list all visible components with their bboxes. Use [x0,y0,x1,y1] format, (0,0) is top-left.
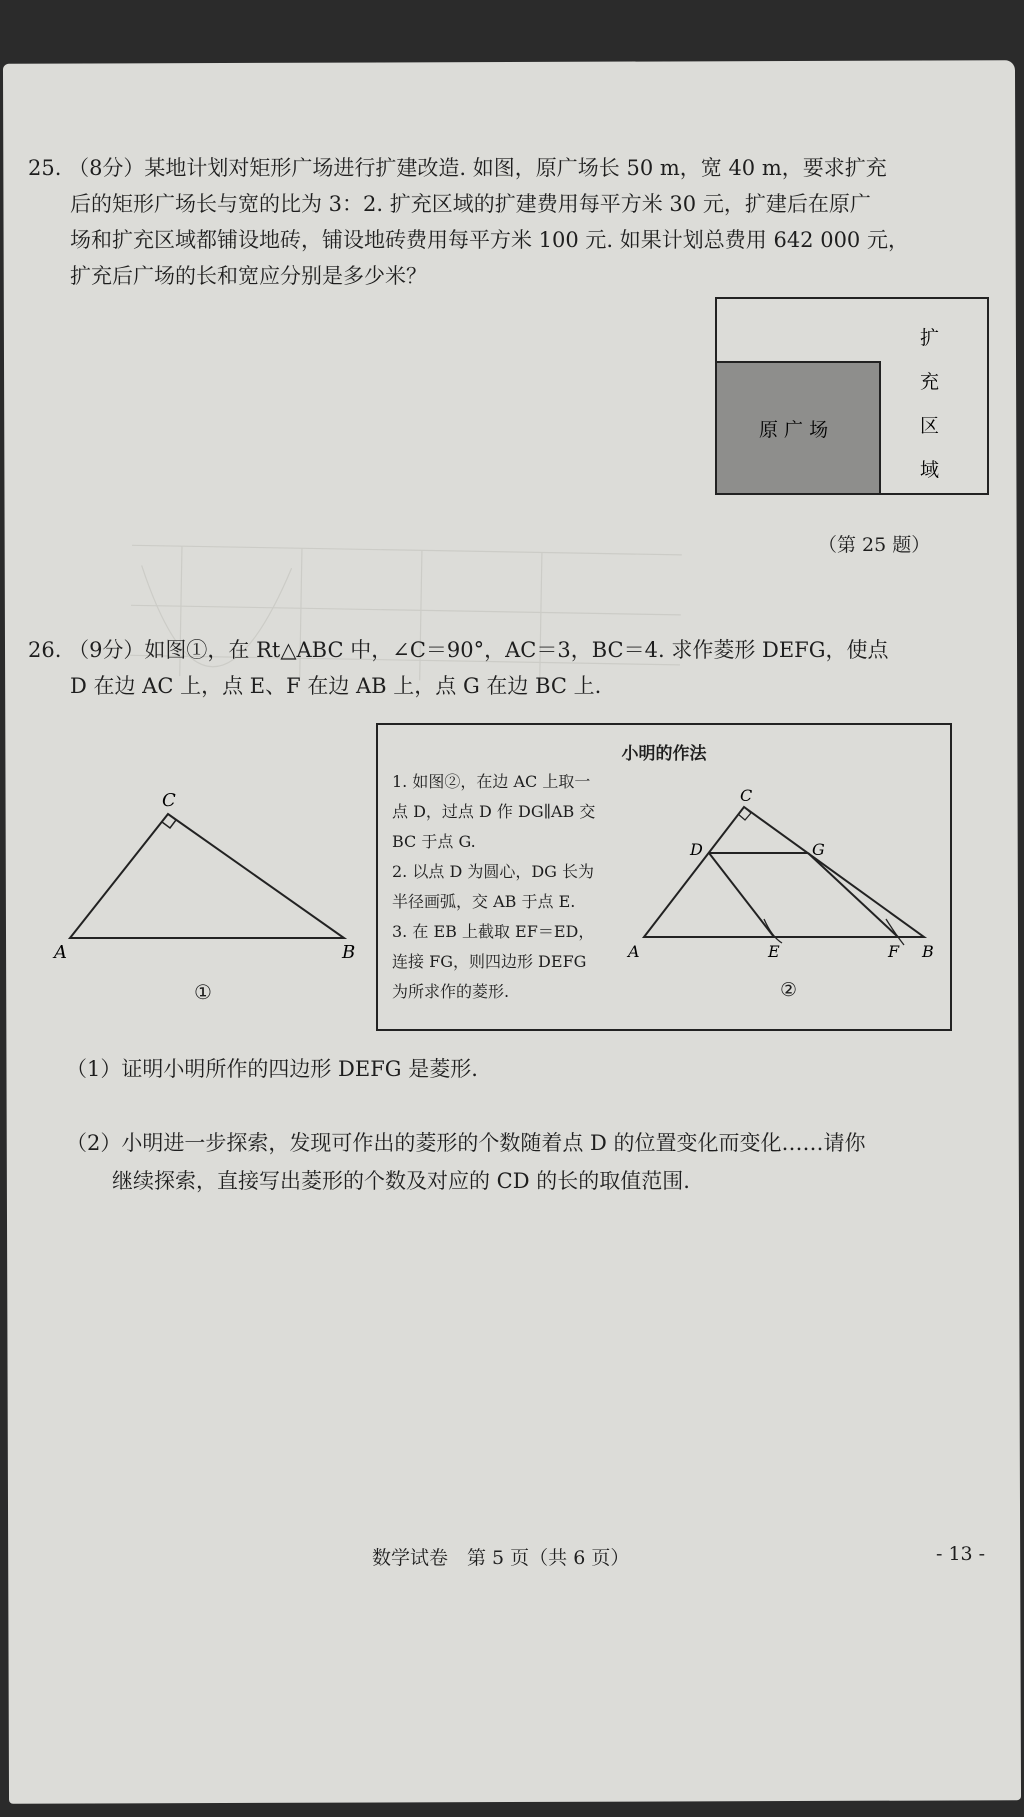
expanded-label-char-4: 域 [920,459,940,481]
triangle-abc-2 [644,807,924,937]
q25-line-3: 场和扩充区域都铺设地砖，铺设地砖费用每平方米 100 元. 如果计划总费用 642 000 元， [70,228,909,252]
arc-mark-e [764,919,782,943]
q25-line-4: 扩充后广场的长和宽应分别是多少米？ [70,264,427,288]
method-step-line: 连接 FG，则四边形 DEFG [392,952,587,971]
q26-line-1: 26. （9分）如图①，在 Rt△ABC 中，∠C＝90°，AC＝3，BC＝4. 求作菱形 DEFG，使点 [28,638,889,662]
label-a-2: A [628,942,640,961]
figure-26-1 [46,780,366,960]
expanded-label-char-1: 扩 [920,327,940,349]
expanded-label-char-2: 充 [920,371,940,393]
label-c-2: C [740,787,753,805]
q26-sub-1: （1）证明小明所作的四边形 DEFG 是菱形. [66,1057,478,1081]
method-box [376,723,952,1031]
original-square-label: 原 广 场 [759,419,829,441]
q26-sub-2-line-2: 继续探索，直接写出菱形的个数及对应的 CD 的长的取值范围. [112,1169,690,1193]
q25-line-2: 后的矩形广场长与宽的比为 3：2. 扩充区域的扩建费用每平方米 30 元，扩建后在原广 [70,192,871,216]
question-25 [28,150,988,294]
label-c: C [162,790,176,811]
method-step-line: 3. 在 EB 上截取 EF＝ED， [392,922,595,941]
q26-sub-2-line-1: （2）小明进一步探索，发现可作出的菱形的个数随着点 D 的位置变化而变化……请你 [66,1131,866,1155]
figure-25 [714,296,994,506]
method-step-line: 为所求作的菱形. [392,982,510,1001]
method-step-line: 2. 以点 D 为圆心，DG 长为 [392,862,595,881]
label-b: B [342,942,356,960]
footer-page-info: 数学试卷 第 5 页（共 6 页） [372,1547,630,1569]
method-step-line: BC 于点 G. [392,832,476,851]
triangle-abc [70,814,344,938]
segment-gf [808,853,898,937]
method-title: 小明的作法 [621,744,707,764]
expanded-label-char-3: 区 [920,415,940,437]
figure-26-2 [624,787,944,987]
segment-de [709,853,774,937]
question-26 [28,632,988,704]
right-angle-mark [162,814,176,828]
footer-page-number: - 13 - [936,1543,986,1565]
label-d: D [690,840,703,859]
method-step-line: 1. 如图②，在边 AC 上取一 [392,772,591,791]
method-step-line: 半径画弧，交 AB 于点 E. [392,892,576,911]
q25-line-1: 25. （8分）某地计划对矩形广场进行扩建改造. 如图，原广场长 50 m，宽 40 m，要求扩充 [28,156,887,180]
label-e: E [768,942,780,961]
label-g: G [812,840,825,859]
figure-26-2-caption: ② [780,979,798,1001]
figure-26-1-caption: ① [194,980,212,1004]
q26-line-2: D 在边 AC 上，点 E、F 在边 AB 上，点 G 在边 BC 上. [70,674,602,698]
label-a: A [54,942,67,960]
figure-25-caption: （第 25 题） [818,534,931,556]
method-step-line: 点 D，过点 D 作 DG∥AB 交 [392,802,596,821]
label-b-2: B [922,942,934,961]
method-steps [392,767,602,1007]
label-f: F [888,942,900,961]
